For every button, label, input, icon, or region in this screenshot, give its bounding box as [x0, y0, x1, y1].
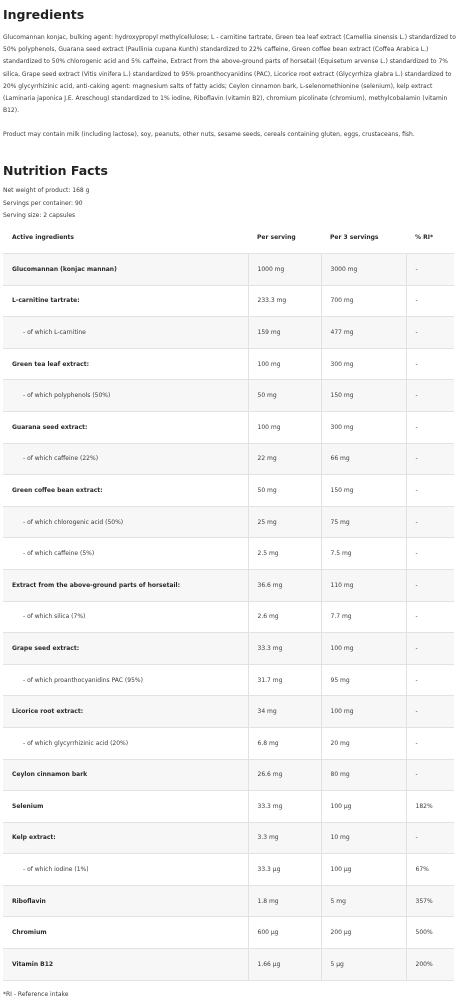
table-row [3, 538, 454, 570]
serving-size: Serving size: 2 capsules [3, 212, 76, 219]
ri-cell: - [406, 443, 454, 475]
per-3-servings-cell: 110 mg [321, 569, 406, 601]
per-serving-cell: 1.66 µg [248, 949, 321, 981]
ingredient-name-cell: Ceylon cinnamon bark [3, 759, 248, 791]
table-row [3, 254, 454, 286]
table-row [3, 569, 454, 601]
per-serving-cell: 33.3 mg [248, 791, 321, 823]
ingredient-name-cell: Licorice root extract: [3, 696, 248, 728]
table-row [3, 411, 454, 443]
table-row [3, 443, 454, 475]
per-3-servings-cell: 66 mg [321, 443, 406, 475]
per-3-servings-cell: 477 mg [321, 317, 406, 349]
table-row [3, 949, 454, 981]
per-3-servings-cell: 100 µg [321, 854, 406, 886]
ingredient-name-cell: L-carnitine tartrate: [3, 285, 248, 317]
table-body [3, 254, 454, 981]
allergens-text: Product may contain milk (including lactose), soy, peanuts, other nuts, sesame seeds, cereals containing gluten, eggs, crustaceans, fish. [3, 131, 415, 138]
ingredient-name-cell: Grape seed extract: [3, 633, 248, 665]
ri-cell: - [406, 569, 454, 601]
per-3-servings-cell: 100 mg [321, 696, 406, 728]
column-header-ri: % RI* [415, 234, 434, 241]
nutrition-meta [3, 185, 89, 223]
ri-cell: 182% [406, 791, 454, 823]
table-row [3, 917, 454, 949]
per-serving-cell: 6.8 mg [248, 727, 321, 759]
footnote: *RI - Reference intake [3, 991, 69, 998]
per-3-servings-cell: 150 mg [321, 380, 406, 412]
ingredient-name-cell: Green coffee bean extract: [3, 475, 248, 507]
per-serving-cell: 33.3 mg [248, 633, 321, 665]
table-row [3, 380, 454, 412]
servings-per-container: Servings per container: 90 [3, 199, 83, 207]
ri-cell: - [406, 696, 454, 728]
ri-cell: - [406, 759, 454, 791]
ri-cell: - [406, 317, 454, 349]
ri-cell: 200% [406, 949, 454, 981]
ingredient-name-cell: - of which caffeine (5%) [3, 538, 248, 570]
per-serving-cell: 26.6 mg [248, 759, 321, 791]
per-serving-cell: 1000 mg [248, 254, 321, 286]
ri-cell: - [406, 601, 454, 633]
ri-cell: - [406, 633, 454, 665]
table-row [3, 506, 454, 538]
column-header-active-ingredients: Active ingredients [12, 234, 74, 241]
column-header-per-serving: Per serving [257, 234, 296, 241]
ingredient-name-cell: - of which chlorogenic acid (50%) [3, 506, 248, 538]
per-serving-cell: 50 mg [248, 380, 321, 412]
ingredients-text: Glucomannan konjac, bulking agent: hydroxypropyl methylcellulose; L - carnitine tartrate, Green tea leaf extract (Camellia sinensis L.) standardized to 50% polyphenols, Guarana seed extract (Paullinia cupana Kunth) standardized to 22% caffeine, Green coffee bean extract (Coffea Arabica L.) standardized to 50% chlorogenic acid and 5% caffeine, Extract from the above-ground parts of horsetail (Equisetum arvense L.) standardized to 7% silica, Grape seed extract (Vitis vinifera L.) standardized to 95% proanthocyanidins (PAC), Licorice root extract (Glycyrrhiza glabra L.) standardized to 20% glycyrrhizinic acid, anti-caking agent: magnesium salts of fatty acids; Ceylon cinnamon bark, L-selenomethionine (selenium), kelp extract (Laminaria japonica J.E. Areschoug) standardized to 1% iodine, Riboflavin (vitamin B2), chromium picolinate (chromium), methylcobalamin (vitamin B12). [3, 34, 456, 115]
ri-cell: - [406, 411, 454, 443]
ri-cell: - [406, 538, 454, 570]
nutrition-table [3, 222, 454, 981]
ingredient-name-cell: Riboflavin [3, 885, 248, 917]
per-serving-cell: 50 mg [248, 475, 321, 507]
per-serving-cell: 3.3 mg [248, 822, 321, 854]
per-3-servings-cell: 10 mg [321, 822, 406, 854]
nutrition-title: Nutrition Facts [3, 163, 108, 178]
table-row [3, 822, 454, 854]
ri-cell: - [406, 348, 454, 380]
ri-cell: - [406, 727, 454, 759]
per-serving-cell: 159 mg [248, 317, 321, 349]
table-row [3, 664, 454, 696]
table-row [3, 727, 454, 759]
ri-cell: - [406, 380, 454, 412]
per-serving-cell: 100 mg [248, 348, 321, 380]
per-serving-cell: 36.6 mg [248, 569, 321, 601]
net-weight: Net weight of product: 168 g [3, 187, 90, 194]
ingredient-name-cell: - of which silica (7%) [3, 601, 248, 633]
ri-cell: - [406, 475, 454, 507]
ri-cell: 500% [406, 917, 454, 949]
per-serving-cell: 34 mg [248, 696, 321, 728]
table-row [3, 633, 454, 665]
ingredient-name-cell: - of which L-carnitine [3, 317, 248, 349]
per-3-servings-cell: 300 mg [321, 411, 406, 443]
ingredient-name-cell: Vitamin B12 [3, 949, 248, 981]
per-serving-cell: 31.7 mg [248, 664, 321, 696]
per-3-servings-cell: 200 µg [321, 917, 406, 949]
per-serving-cell: 100 mg [248, 411, 321, 443]
per-serving-cell: 25 mg [248, 506, 321, 538]
per-3-servings-cell: 150 mg [321, 475, 406, 507]
per-3-servings-cell: 100 µg [321, 791, 406, 823]
table-row [3, 759, 454, 791]
per-serving-cell: 1.8 mg [248, 885, 321, 917]
ri-cell: - [406, 506, 454, 538]
per-3-servings-cell: 3000 mg [321, 254, 406, 286]
per-serving-cell: 600 µg [248, 917, 321, 949]
ri-cell: - [406, 822, 454, 854]
ri-cell: 67% [406, 854, 454, 886]
per-serving-cell: 2.5 mg [248, 538, 321, 570]
table-row [3, 317, 454, 349]
per-serving-cell: 2.6 mg [248, 601, 321, 633]
per-serving-cell: 33.3 µg [248, 854, 321, 886]
ingredient-name-cell: Green tea leaf extract: [3, 348, 248, 380]
per-serving-cell: 22 mg [248, 443, 321, 475]
ingredient-name-cell: Extract from the above-ground parts of horsetail: [3, 569, 248, 601]
table-row [3, 475, 454, 507]
column-header-per-3-servings: Per 3 servings [330, 234, 379, 241]
ingredient-name-cell: Guarana seed extract: [3, 411, 248, 443]
ingredient-name-cell: - of which polyphenols (50%) [3, 380, 248, 412]
per-3-servings-cell: 100 mg [321, 633, 406, 665]
ri-cell: 357% [406, 885, 454, 917]
table-row [3, 285, 454, 317]
ingredient-name-cell: Glucomannan (konjac mannan) [3, 254, 248, 286]
per-3-servings-cell: 7.7 mg [321, 601, 406, 633]
ri-cell: - [406, 285, 454, 317]
table-row [3, 885, 454, 917]
ri-cell: - [406, 664, 454, 696]
per-3-servings-cell: 300 mg [321, 348, 406, 380]
ingredient-name-cell: - of which caffeine (22%) [3, 443, 248, 475]
per-3-servings-cell: 20 mg [321, 727, 406, 759]
ingredient-name-cell: - of which iodine (1%) [3, 854, 248, 886]
ri-cell: - [406, 254, 454, 286]
per-3-servings-cell: 5 µg [321, 949, 406, 981]
ingredient-name-cell: Chromium [3, 917, 248, 949]
per-serving-cell: 233.3 mg [248, 285, 321, 317]
per-3-servings-cell: 5 mg [321, 885, 406, 917]
table-header-row [3, 222, 454, 254]
ingredient-name-cell: - of which glycyrrhizinic acid (20%) [3, 727, 248, 759]
per-3-servings-cell: 95 mg [321, 664, 406, 696]
table-row [3, 696, 454, 728]
per-3-servings-cell: 700 mg [321, 285, 406, 317]
per-3-servings-cell: 75 mg [321, 506, 406, 538]
table-row [3, 791, 454, 823]
table-row [3, 601, 454, 633]
ingredient-name-cell: - of which proanthocyanidins PAC (95%) [3, 664, 248, 696]
table-row [3, 854, 454, 886]
ingredient-name-cell: Kelp extract: [3, 822, 248, 854]
per-3-servings-cell: 80 mg [321, 759, 406, 791]
ingredient-name-cell: Selenium [3, 791, 248, 823]
per-3-servings-cell: 7.5 mg [321, 538, 406, 570]
ingredients-title: Ingredients [3, 7, 85, 22]
table-row [3, 348, 454, 380]
